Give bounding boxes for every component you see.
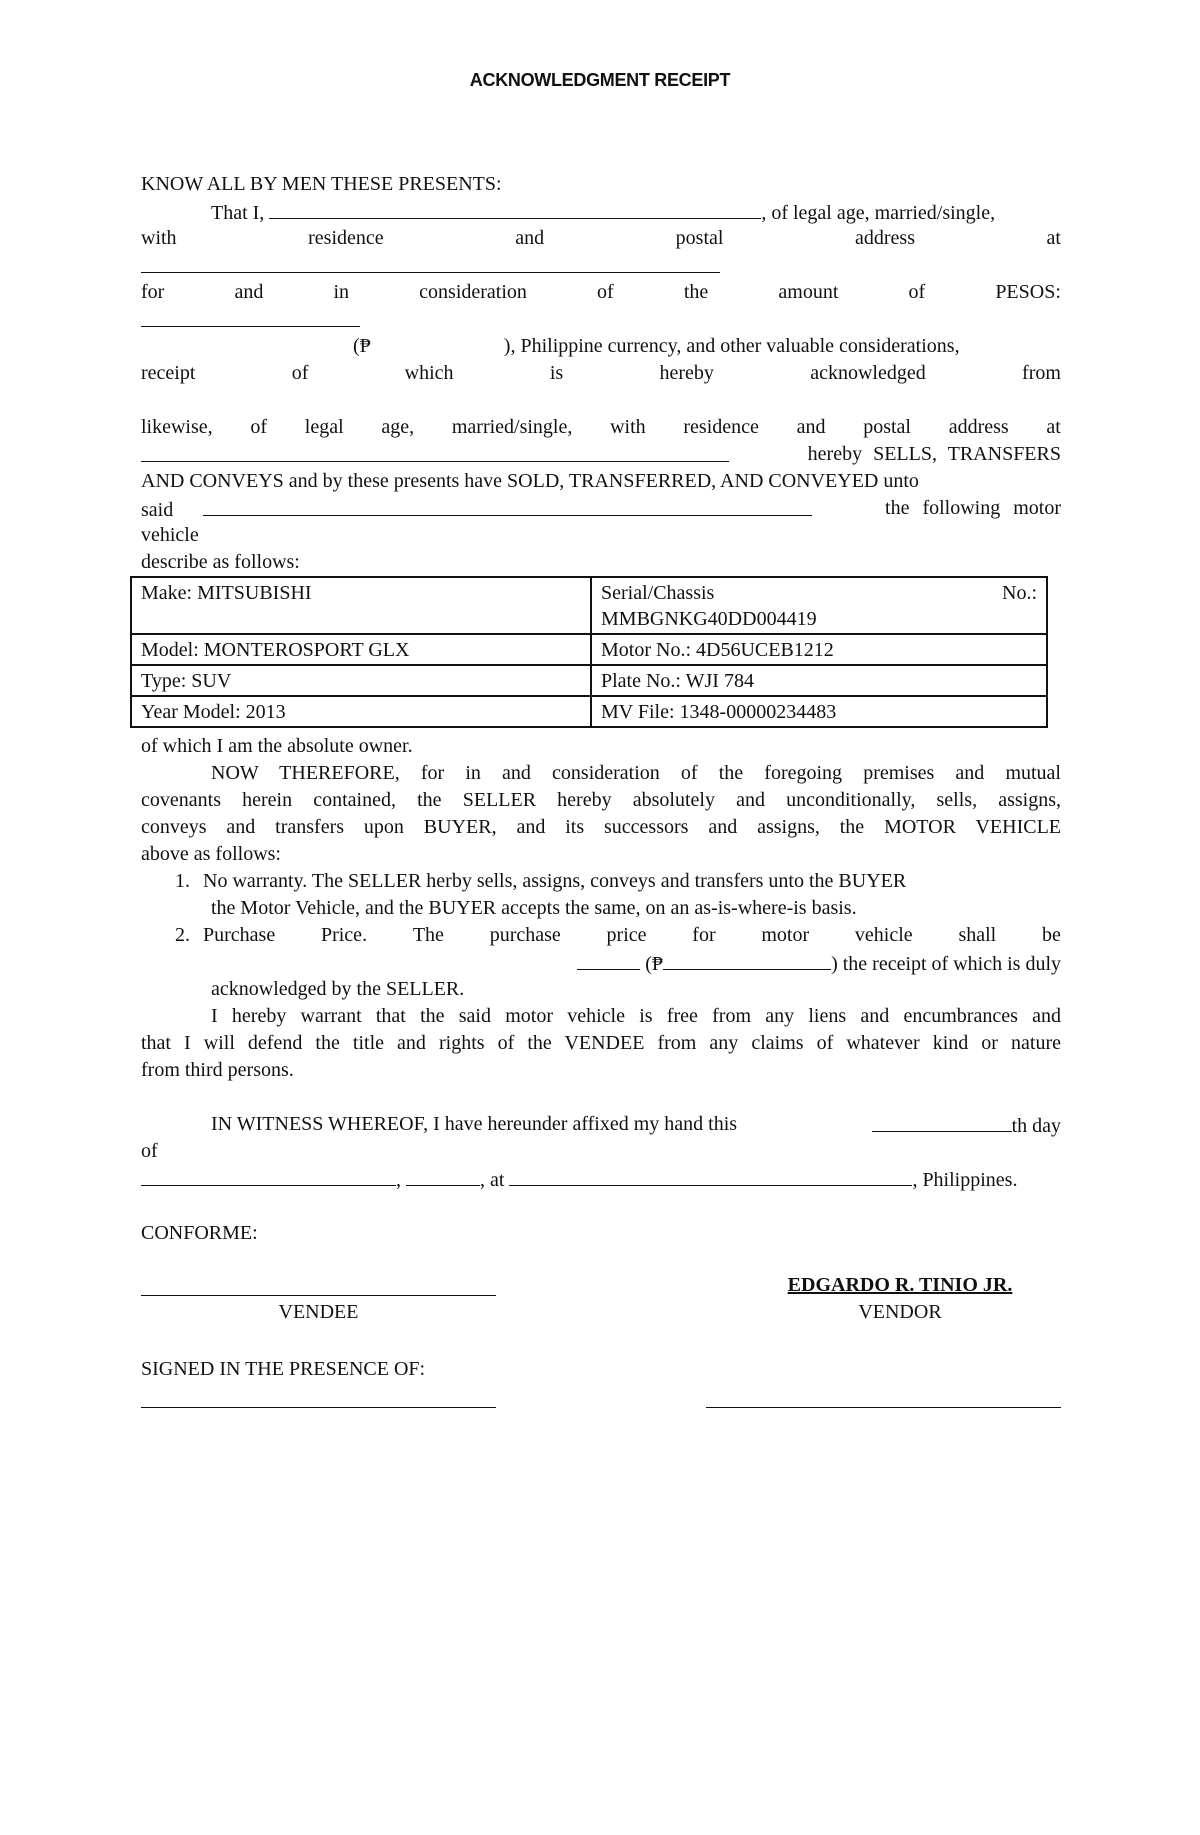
word: married/single, xyxy=(451,416,573,438)
conveys-line: AND CONVEYS and by these presents have SOLD, TRANSFERRED, AND CONVEYED unto xyxy=(141,470,919,492)
seller-name-blank xyxy=(269,198,761,219)
model-cell: Model: MONTEROSPORT GLX xyxy=(131,634,591,665)
word: PESOS: xyxy=(995,281,1061,303)
word: motor xyxy=(761,924,810,946)
word: price xyxy=(606,924,647,946)
now-therefore-line-3: conveys and transfers upon BUYER, and its successors and assigns, the MOTOR VEHICLE xyxy=(141,816,1061,838)
vehicle-word: vehicle xyxy=(141,524,199,546)
buyer-name-blank xyxy=(203,495,812,516)
currency-line: (₱ ), Philippine currency, and other valuable considerations, xyxy=(353,335,960,357)
likewise-line xyxy=(141,414,1061,441)
warrant-line-3: from third persons. xyxy=(141,1059,294,1081)
seller-address-blank xyxy=(141,252,720,273)
plate-cell: Plate No.: WJI 784 xyxy=(591,665,1047,696)
consideration-line xyxy=(141,279,1061,306)
word: postal xyxy=(863,416,911,438)
witness-2-signature-line xyxy=(706,1407,1061,1408)
word: receipt xyxy=(141,362,196,384)
list-item-2: 2. Purchase Price. The purchase price for motor vehicle shall be xyxy=(141,922,1061,949)
word: vehicle xyxy=(854,924,913,946)
that-i-line: That I, , of legal age, married/single, xyxy=(141,198,1131,227)
witness-line: IN WITNESS WHEREOF, I have hereunder affixed my hand this th day xyxy=(211,1113,1061,1137)
mv-file-cell: MV File: 1348-00000234483 xyxy=(591,696,1047,727)
sells-line: hereby SELLS, TRANSFERS xyxy=(141,441,1061,468)
word: of xyxy=(597,281,614,303)
word: postal xyxy=(675,227,724,249)
word: of xyxy=(908,281,926,303)
serial-cell: Serial/Chassis No.: MMBGNKG40DD004419 xyxy=(591,577,1047,634)
month-blank xyxy=(141,1165,396,1186)
witness-of: of xyxy=(141,1140,158,1162)
table-row xyxy=(131,665,1047,696)
said-line: said the following motor xyxy=(141,497,1061,521)
vendor-label: VENDOR xyxy=(858,1301,942,1323)
with-residence-line xyxy=(141,225,1061,252)
table-row xyxy=(131,634,1047,665)
receipt-line xyxy=(141,360,1061,387)
word: be xyxy=(1041,924,1061,946)
word: likewise, xyxy=(141,416,213,438)
word: at xyxy=(1046,416,1061,438)
table-row xyxy=(131,577,1047,634)
word: residence xyxy=(308,227,384,249)
word: residence xyxy=(683,416,759,438)
word: and xyxy=(234,281,264,303)
word: hereby xyxy=(659,362,714,384)
word: at xyxy=(1046,227,1061,249)
word: of xyxy=(291,362,309,384)
pesos-blank-line xyxy=(141,306,1061,335)
word: and xyxy=(796,416,826,438)
word: in xyxy=(333,281,350,303)
pesos-words-blank xyxy=(141,306,360,327)
word: Purchase xyxy=(203,924,276,946)
describe-line: describe as follows: xyxy=(141,551,300,573)
vehicle-details-table xyxy=(130,576,1048,728)
word: legal xyxy=(304,416,344,438)
document-title: ACKNOWLEDGMENT RECEIPT xyxy=(469,70,731,90)
word: with xyxy=(141,227,177,249)
make-cell: Make: MITSUBISHI xyxy=(131,577,591,634)
now-therefore-line-1: NOW THEREFORE, for in and consideration of the foregoing premises and mutual xyxy=(211,762,1061,784)
word: and xyxy=(515,227,545,249)
purchase-price-amount-blank xyxy=(663,949,831,970)
year-blank xyxy=(406,1165,480,1186)
word: from xyxy=(1022,362,1061,384)
word: the xyxy=(683,281,709,303)
word: address xyxy=(948,416,1009,438)
presence-label: SIGNED IN THE PRESENCE OF: xyxy=(141,1358,426,1380)
now-therefore-line-2: covenants herein contained, the SELLER hereby absolutely and unconditionally, sells, assigns, xyxy=(141,789,1061,811)
vendee-label: VENDEE xyxy=(278,1301,359,1323)
word: for xyxy=(141,281,165,303)
warrant-line-1: I hereby warrant that the said motor vehicle is free from any liens and encumbrances and xyxy=(211,1005,1061,1027)
list-item-1: 1. No warranty. The SELLER herby sells, assigns, conveys and transfers unto the BUYER xyxy=(175,870,907,892)
day-blank xyxy=(872,1111,1012,1132)
list-item-2-cont: acknowledged by the SELLER. xyxy=(211,978,465,1000)
conforme-label: CONFORME: xyxy=(141,1222,258,1244)
now-therefore-line-4: above as follows: xyxy=(141,843,281,865)
intro-line: KNOW ALL BY MEN THESE PRESENTS: xyxy=(141,173,502,195)
vendor-name: EDGARDO R. TINIO JR. xyxy=(787,1274,1013,1296)
list-item-2-amount: (₱ ) the receipt of which is duly xyxy=(211,949,1061,978)
date-place-line: , , at , Philippines. xyxy=(141,1165,1061,1194)
purchase-price-words-blank xyxy=(577,949,640,970)
serial-value: MMBGNKG40DD004419 xyxy=(601,608,817,630)
word: for xyxy=(692,924,716,946)
table-row xyxy=(131,696,1047,727)
word: age, xyxy=(381,416,415,438)
buyer-address-blank xyxy=(141,441,729,462)
type-cell: Type: SUV xyxy=(131,665,591,696)
word: purchase xyxy=(489,924,561,946)
word: amount xyxy=(778,281,839,303)
witness-1-signature-line xyxy=(141,1407,496,1408)
word: with xyxy=(610,416,646,438)
word: The xyxy=(412,924,444,946)
word: is xyxy=(549,362,564,384)
word: which xyxy=(404,362,454,384)
vendee-signature-line xyxy=(141,1295,496,1296)
year-cell: Year Model: 2013 xyxy=(131,696,591,727)
list-item-1-cont: the Motor Vehicle, and the BUYER accepts the same, on an as-is-where-is basis. xyxy=(211,897,857,919)
motor-cell: Motor No.: 4D56UCEB1212 xyxy=(591,634,1047,665)
word: consideration xyxy=(419,281,527,303)
word: acknowledged xyxy=(810,362,926,384)
owner-line: of which I am the absolute owner. xyxy=(141,735,413,757)
place-blank xyxy=(509,1165,912,1186)
word: Price. xyxy=(320,924,368,946)
address-blank-line xyxy=(141,252,1061,281)
warrant-line-2: that I will defend the title and rights of the VENDEE from any claims of whatever kind or nature xyxy=(141,1032,1061,1054)
word: shall xyxy=(958,924,997,946)
word: of xyxy=(250,416,268,438)
word: address xyxy=(855,227,915,249)
